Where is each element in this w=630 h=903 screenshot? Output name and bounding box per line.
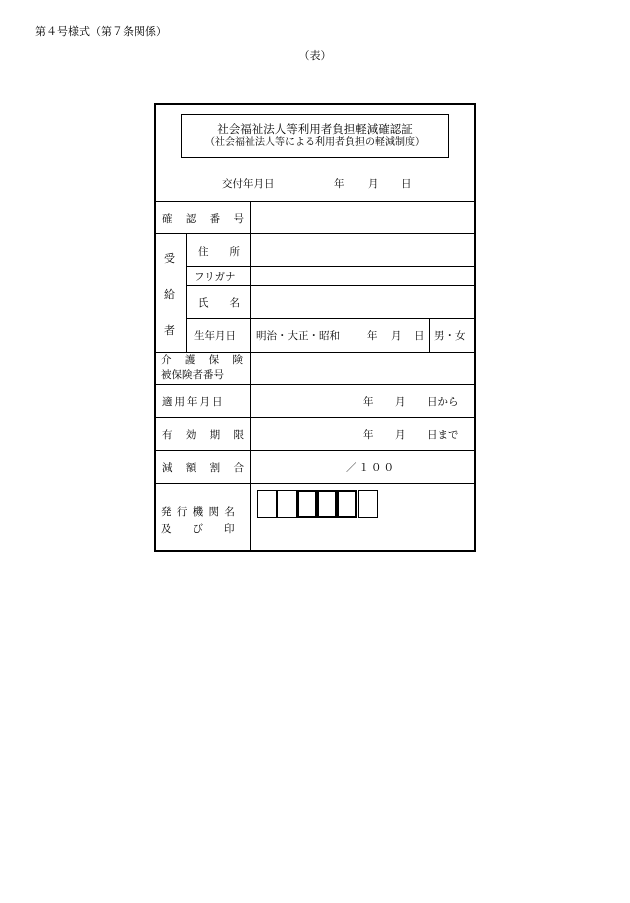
name-label: 氏 名: [198, 297, 240, 309]
expiry-month-unit: 月: [395, 429, 406, 441]
issuer-box-2: [277, 490, 297, 518]
gender-options: 男・女: [434, 330, 466, 342]
divider-insured: [156, 384, 474, 385]
furigana-label: フリガナ: [194, 271, 236, 283]
apply-month-unit: 月: [395, 396, 406, 408]
reduction-rate-label: 減 額 割 合: [162, 462, 250, 474]
card-header: [156, 105, 474, 201]
issue-date-year: 年: [334, 178, 345, 190]
issue-date-label: 交付年月日: [222, 178, 275, 190]
divider-confirmation: [156, 233, 474, 234]
card-title: 社会福祉法人等利用者負担軽減確認証: [217, 122, 413, 136]
label-column-divider: [250, 201, 251, 550]
issuer-box-4: [317, 490, 337, 518]
era-options: 明治・大正・昭和: [256, 330, 340, 342]
issuer-label-2: 及 び 印: [161, 523, 235, 535]
issuer-label-1: 発 行 機 関 名: [161, 506, 236, 518]
insured-number-label-1: 介 護 保 険: [161, 354, 249, 366]
divider-header: [156, 201, 474, 202]
birth-year-unit: 年: [367, 330, 378, 342]
divider-name: [186, 318, 474, 319]
card-subtitle: （社会福祉法人等による利用者負担の軽減制度）: [205, 137, 425, 148]
expiry-label: 有 効 期 限: [162, 429, 250, 441]
confirmation-card: [154, 103, 476, 552]
recipient-char-3: 者: [164, 324, 175, 337]
issuer-box-6: [358, 490, 378, 518]
issuer-box-5: [337, 490, 357, 518]
insured-number-label-2: 被保険者番号: [161, 369, 224, 381]
issue-date-day: 日: [401, 178, 412, 190]
expiry-year-unit: 年: [363, 429, 374, 441]
recipient-char-2: 給: [164, 288, 175, 301]
issuer-box-1: [257, 490, 277, 518]
divider-reduction: [156, 483, 474, 484]
reduction-rate-value: ／１００: [346, 462, 396, 474]
expiry-day-suffix: 日まで: [427, 429, 459, 441]
address-label: 住 所: [198, 246, 240, 258]
birthdate-label: 生年月日: [194, 330, 236, 342]
birth-month-unit: 月: [391, 330, 402, 342]
recipient-char-1: 受: [164, 252, 175, 265]
recipient-inner-divider: [186, 233, 187, 352]
form-number: 第４号様式（第７条関係）: [35, 25, 167, 38]
divider-address: [186, 266, 474, 267]
issue-date-month: 月: [368, 178, 379, 190]
divider-apply: [156, 417, 474, 418]
apply-date-label: 適用年月日: [162, 396, 225, 408]
title-box: [181, 114, 449, 158]
apply-year-unit: 年: [363, 396, 374, 408]
gender-divider: [429, 318, 430, 352]
issuer-box-3: [297, 490, 317, 518]
side-label: （表）: [298, 49, 332, 62]
confirmation-number-label: 確 認 番 号: [162, 213, 250, 225]
divider-furigana: [186, 285, 474, 286]
divider-expiry: [156, 450, 474, 451]
apply-day-suffix: 日から: [427, 396, 459, 408]
birth-day-unit: 日: [414, 330, 425, 342]
